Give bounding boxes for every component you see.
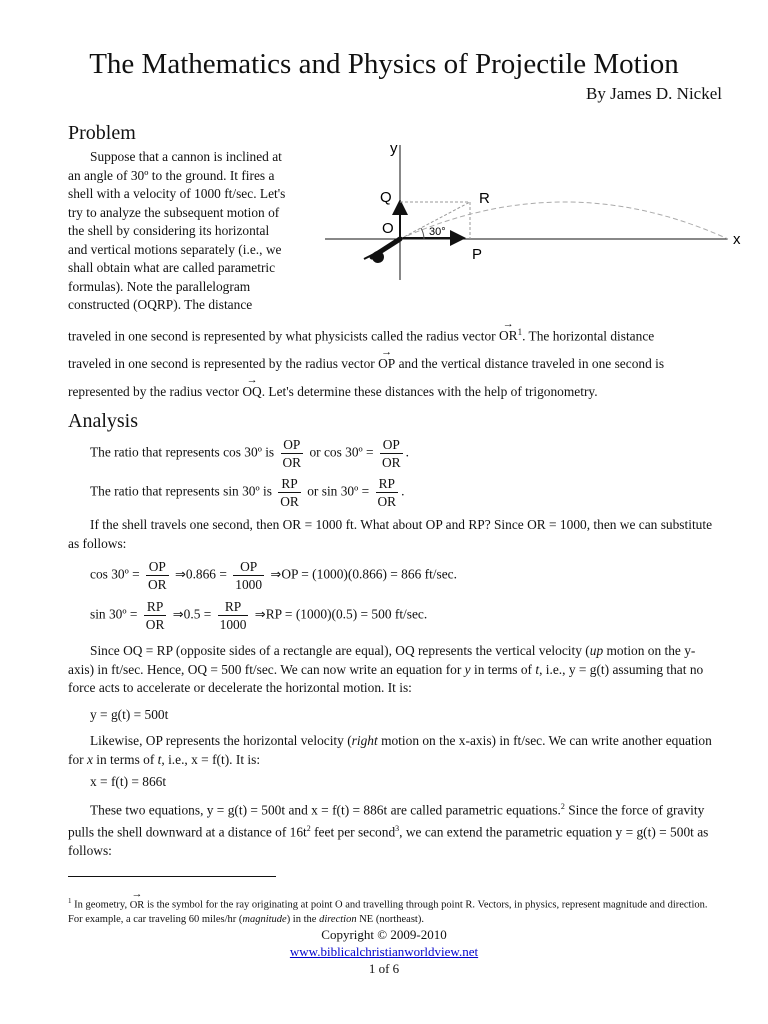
denominator: 1000 — [235, 577, 263, 592]
implies-icon: ⇒ — [174, 567, 186, 583]
numerator: RP — [278, 475, 301, 493]
problem-line: an angle of 30º to the ground. It fires a — [68, 167, 275, 183]
denominator: OR — [280, 494, 299, 509]
denominator: OR — [381, 455, 401, 470]
page-title: The Mathematics and Physics of Projectile Motion — [89, 48, 679, 80]
website-link[interactable]: www.biblicalchristianworldview.net — [289, 944, 479, 959]
page-number: 1 of 6 — [368, 961, 400, 976]
problem-heading: Problem — [68, 122, 136, 144]
text-run: direction — [319, 913, 357, 925]
text-run: motion on the y-axis) in ft/sec. Hence, OQ = 500 ft/sec. We can now write an equation for — [68, 643, 696, 677]
sin-equation — [90, 598, 730, 633]
numerator: OP — [146, 558, 169, 576]
numerator: OP — [233, 558, 264, 576]
text-run: up — [589, 643, 604, 658]
text-run: in terms of — [470, 661, 536, 677]
text-run: , i.e., y = g(t) assuming that no force acts to accelerate or decelerate the horizontal motion. It is: — [68, 661, 704, 695]
footnote-marker: 2 — [560, 802, 565, 811]
sin-ratio: The ratio that represents sin 30º is $\frac{RP}{OR}$ or sin 30º = $\frac{RP}{OR}$ . — [90, 476, 405, 509]
problem-line: Suppose that a cannon is inclined at — [90, 149, 282, 164]
problem-line: constructed (OQRP). The distance — [68, 297, 253, 312]
analysis-paragraph-4 — [68, 798, 720, 860]
label-o: O — [382, 220, 394, 237]
text-run: traveled in one second is represented by the radius vector — [68, 356, 379, 372]
fraction — [233, 558, 264, 593]
cannon-icon — [364, 239, 400, 263]
footnote-divider — [68, 876, 276, 877]
text-run: or cos 30º = — [309, 444, 374, 460]
text-run: in terms of — [92, 751, 158, 767]
denominator: OR — [282, 455, 302, 470]
vector-op-symbol: → OP — [378, 350, 395, 378]
fraction — [281, 436, 304, 471]
page-footer — [0, 926, 768, 977]
label-y: y — [390, 140, 398, 157]
problem-line: and vertical motions separately (i.e., we — [68, 241, 282, 257]
copyright-text: Copyright © 2009-2010 — [321, 927, 447, 942]
problem-line: try to analyze the subsequent motion of — [68, 204, 280, 220]
text-run: Since the force of gravity pulls the shell downward at a distance of 16t — [68, 802, 705, 840]
problem-intro — [68, 148, 318, 315]
label-q: Q — [380, 189, 392, 206]
cos-ratio: The ratio that represents cos 30º is $\frac{OP}{OR}$ or cos 30º = $\frac{OP}{OR}$ . — [90, 437, 409, 470]
fraction — [380, 436, 403, 471]
implies-icon: ⇒ — [270, 567, 282, 583]
analysis-paragraph-1 — [68, 516, 720, 553]
denominator: OR — [148, 577, 167, 592]
fraction — [376, 475, 399, 510]
text-run: represented by the radius vector — [68, 384, 243, 400]
numerator: RP — [144, 598, 167, 616]
denominator: OR — [377, 494, 397, 509]
text-run: These two equations, y = g(t) = 500t and x = f(t) = 886t are called parametric equations. — [90, 802, 561, 818]
text-run: t — [157, 751, 162, 767]
label-x: x — [733, 231, 741, 248]
text-run: and the vertical distance traveled in one second is — [395, 356, 665, 372]
text-run: , we can extend the parametric equation y = g(t) = 500t as follows: — [68, 824, 709, 858]
denominator: OR — [145, 617, 165, 632]
superscript: 2 — [306, 823, 311, 833]
text-run: RP = (1000)(0.5) = 500 ft/sec. — [265, 606, 428, 622]
text-run: is the symbol for the ray originating at point O and travelling through point R. Vectors, in physics, represent magnitude and direction. For example, a car traveling 60 miles/hr ( — [68, 899, 708, 925]
vector-or-symbol: → OR — [499, 322, 518, 350]
text-run: magnitude — [242, 913, 287, 925]
vector-or-symbol: → OR — [130, 899, 145, 913]
text-run: NE (northeast). — [356, 913, 424, 925]
problem-line: formulas). Note the parallelogram — [68, 278, 251, 294]
problem-continued — [68, 318, 720, 406]
cos-equation — [90, 558, 730, 593]
text-run: , i.e., x = f(t). It is: — [161, 751, 261, 767]
text-run: cos 30º = — [90, 566, 140, 582]
fraction — [278, 475, 301, 510]
text-run: The ratio that represents sin 30º is — [90, 483, 272, 499]
text-run: right — [351, 733, 378, 748]
footnote-1 — [68, 894, 720, 927]
text-run: OP = (1000)(0.866) = 866 ft/sec. — [281, 566, 457, 582]
denominator: 1000 — [219, 617, 247, 632]
vector-oq-symbol: → OQ — [242, 378, 261, 406]
label-r: R — [479, 190, 490, 207]
text-run: or sin 30º = — [307, 483, 370, 499]
text-run: 0.866 = — [185, 566, 227, 582]
problem-line: shell with a velocity of 1000 ft/sec. Let's — [68, 186, 286, 201]
fraction — [144, 598, 167, 633]
fraction — [146, 558, 169, 593]
text-run: Likewise, OP represents the horizontal velocity ( — [90, 733, 352, 748]
text-run: motion on the x-axis) in ft/sec. We can write another equation for — [68, 733, 712, 767]
problem-line: the shell by considering its horizontal — [68, 223, 270, 238]
fraction — [218, 598, 249, 633]
text-run: sin 30º = — [90, 606, 138, 622]
text-run: . Let's determine these distances with the help of trigonometry. — [261, 384, 598, 400]
label-p: P — [472, 246, 483, 263]
equation-x: x = f(t) = 866t — [90, 774, 167, 789]
text-run: In geometry, — [71, 899, 130, 911]
analysis-paragraph-3 — [68, 732, 720, 769]
text-run: x — [86, 751, 93, 767]
text-run: ) in the — [286, 913, 320, 925]
numerator: OP — [281, 436, 304, 454]
text-run: 0.5 = — [183, 606, 212, 622]
text-run: Since OQ = RP (opposite sides of a rectangle are equal), OQ represents the vertical velocity ( — [90, 643, 590, 658]
projectile-diagram — [320, 135, 760, 285]
text-run: . The horizontal distance — [522, 328, 655, 344]
footnote-marker: 1 — [517, 327, 523, 337]
equation-y: y = g(t) = 500t — [90, 707, 169, 722]
numerator: RP — [376, 475, 399, 493]
trajectory-path — [400, 202, 728, 239]
problem-line: shall obtain what are called parametric — [68, 260, 276, 275]
text-run: t — [535, 661, 540, 677]
text-run: feet per second — [310, 824, 396, 840]
numerator: OP — [380, 436, 403, 454]
implies-icon: ⇒ — [254, 607, 266, 623]
text-run: y — [464, 661, 471, 677]
implies-icon: ⇒ — [172, 607, 184, 623]
footnote-marker: 3 — [395, 823, 400, 833]
text-run: traveled in one second is represented by what physicists called the radius vector — [68, 328, 499, 344]
author-byline: By James D. Nickel — [586, 84, 722, 103]
numerator: RP — [218, 598, 249, 616]
paragraph: If the shell travels one second, then OR = 1000 ft. What about OP and RP? Since OR = 1000, then we can substitute as follows: — [68, 517, 713, 551]
text-run: The ratio that represents cos 30º is — [90, 444, 275, 460]
footnote-number: 1 — [68, 897, 72, 905]
analysis-heading: Analysis — [68, 410, 138, 432]
analysis-paragraph-2 — [68, 642, 720, 698]
label-angle: 30° — [429, 226, 446, 238]
